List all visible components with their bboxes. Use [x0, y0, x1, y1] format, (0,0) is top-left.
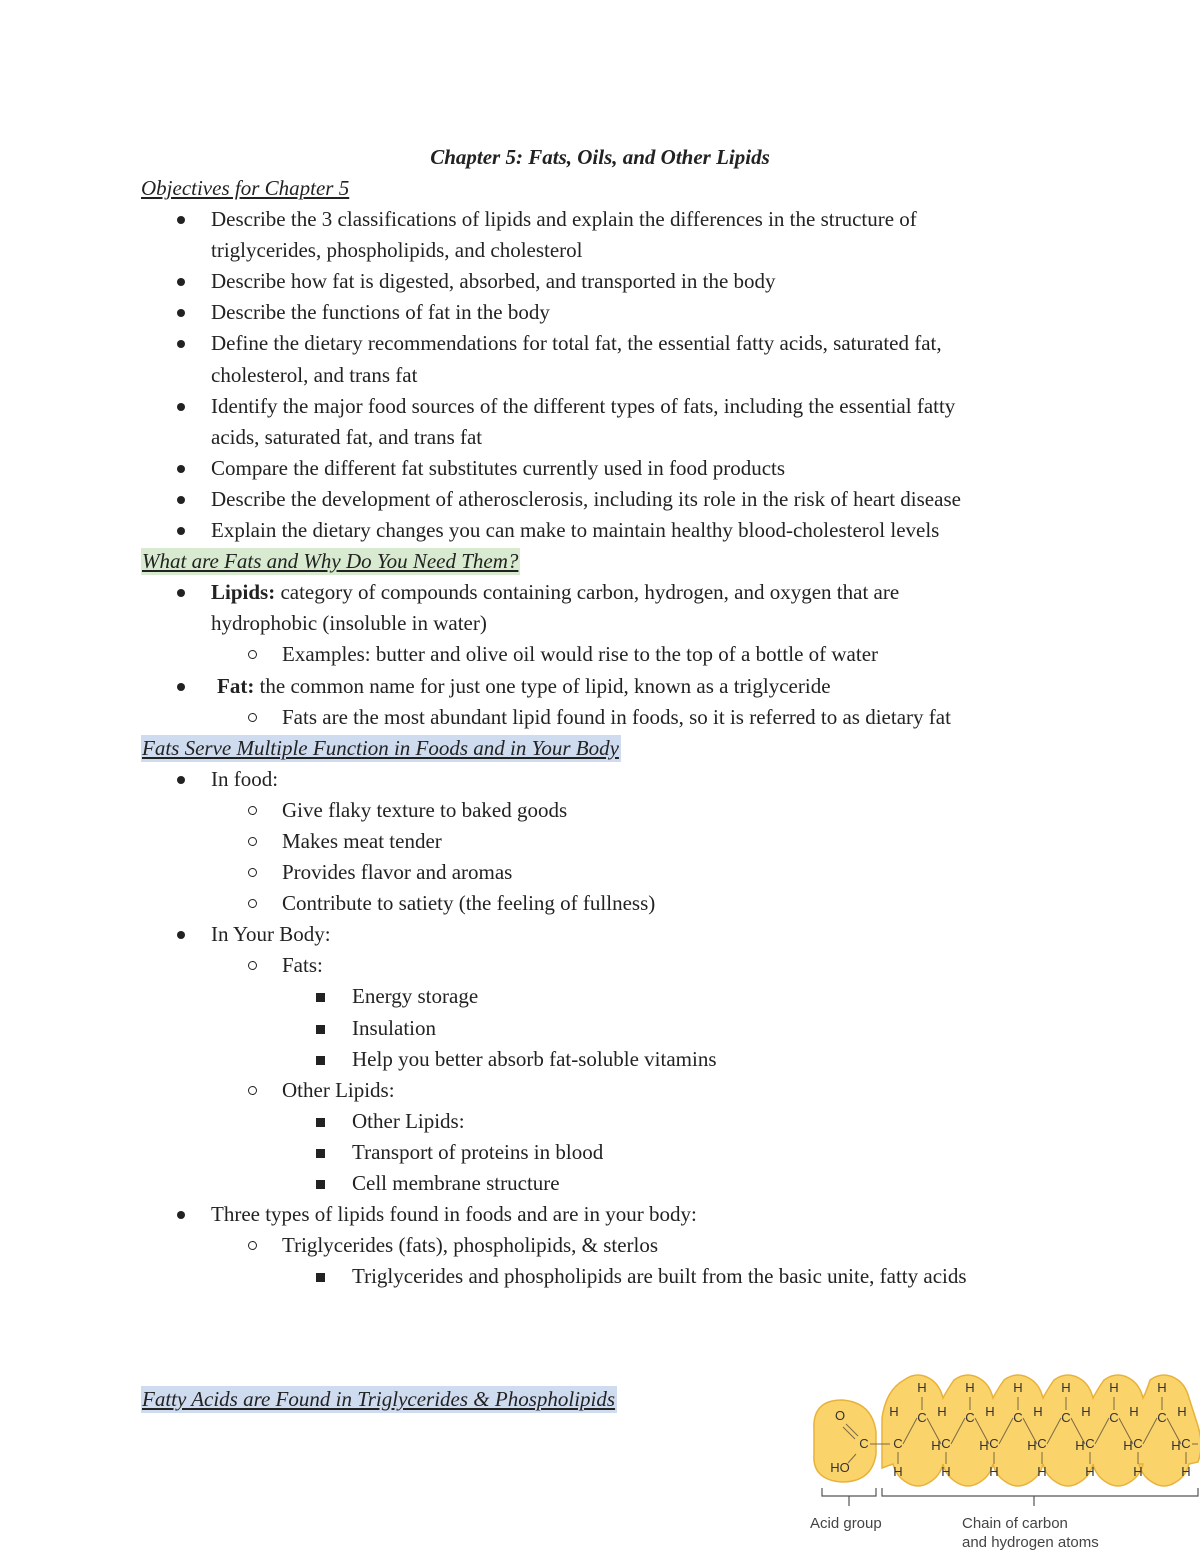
atom-hydrogen: H: [1085, 1464, 1095, 1479]
bullet-square-icon: [316, 1273, 325, 1282]
atom-hydrogen: H: [1123, 1438, 1133, 1453]
list-item: Identify the major food sources of the different types of fats, including the essential fatty: [141, 391, 1081, 422]
bullet-disc-icon: [177, 465, 185, 473]
bullet-square-icon: [316, 1149, 325, 1158]
list-item: Compare the different fat substitutes currently used in food products: [141, 453, 1081, 484]
bullet-disc-icon: [177, 340, 185, 348]
atom-carbon: C: [1157, 1410, 1167, 1425]
bullet-circle-icon: [248, 837, 257, 846]
list-item: Describe the development of atherosclerosis, including its role in the risk of heart disease: [141, 484, 1081, 515]
functions-heading: [141, 733, 1081, 764]
fatty-acids-heading: [141, 1384, 617, 1415]
atom-hydrogen: H: [889, 1404, 899, 1419]
bullet-disc-icon: [177, 931, 185, 939]
atom-hydroxyl: HO: [830, 1460, 850, 1475]
atom-hydrogen: H: [1027, 1438, 1037, 1453]
what-are-fats-heading-text: What are Fats and Why Do You Need Them?: [142, 549, 519, 574]
list-item: In Your Body:: [141, 919, 1081, 950]
bullet-circle-icon: [248, 868, 257, 877]
atom-hydrogen: H: [937, 1404, 947, 1419]
list-item: Makes meat tender: [141, 826, 1081, 857]
bullet-disc-icon: [177, 309, 185, 317]
atom-carbon: C: [941, 1436, 951, 1451]
bullet-disc-icon: [177, 403, 185, 411]
what-are-fats-heading: [141, 546, 1081, 577]
term-fat: Fat:: [217, 673, 255, 698]
bullet-circle-icon: [248, 713, 257, 722]
list-item-continuation: hydrophobic (insoluble in water): [211, 611, 487, 636]
atom-hydrogen: H: [1075, 1438, 1085, 1453]
list-item: Other Lipids:: [141, 1106, 1081, 1137]
objectives-heading-text: Objectives for Chapter 5: [141, 176, 350, 200]
list-item: Lipids: category of compounds containing carbon, hydrogen, and oxygen that are: [141, 577, 1081, 608]
atom-carbon: C: [859, 1436, 869, 1451]
atom-carbon: C: [1013, 1410, 1023, 1425]
atom-hydrogen: H: [917, 1380, 927, 1395]
bullet-circle-icon: [248, 961, 257, 970]
bullet-disc-icon: [177, 683, 185, 691]
atom-hydrogen: H: [1171, 1438, 1181, 1453]
list-item: Describe the functions of fat in the body: [141, 297, 1081, 328]
atom-carbon: C: [1061, 1410, 1071, 1425]
list-item: Other Lipids:: [141, 1075, 1081, 1106]
atom-hydrogen: H: [1033, 1404, 1043, 1419]
list-item: Define the dietary recommendations for total fat, the essential fatty acids, saturated fat,: [141, 328, 1081, 359]
list-item: Insulation: [141, 1013, 1081, 1044]
list-item: Provides flavor and aromas: [141, 857, 1081, 888]
chain-label-line-1: Chain of carbon: [962, 1515, 1068, 1532]
atom-hydrogen: H: [893, 1464, 903, 1479]
bullet-disc-icon: [177, 1211, 185, 1219]
list-item: Fats:: [141, 950, 1081, 981]
atom-hydrogen: H: [1037, 1464, 1047, 1479]
objectives-heading: [141, 173, 1081, 204]
list-item: Three types of lipids found in foods and are in your body:: [141, 1199, 1081, 1230]
list-item-continuation: triglycerides, phospholipids, and cholesterol: [211, 238, 583, 263]
atom-hydrogen: H: [979, 1438, 989, 1453]
functions-heading-text: Fats Serve Multiple Function in Foods and in Your Body: [142, 735, 619, 760]
list-item: Describe the 3 classifications of lipids and explain the differences in the structure of: [141, 204, 1081, 235]
bullet-circle-icon: [248, 1241, 257, 1250]
list-item: Transport of proteins in blood: [141, 1137, 1081, 1168]
acid-group-bracket: [822, 1488, 876, 1496]
bullet-square-icon: [316, 993, 325, 1002]
list-item: Give flaky texture to baked goods: [141, 795, 1081, 826]
list-item: Triglycerides and phospholipids are built from the basic unite, fatty acids: [141, 1261, 1081, 1292]
bullet-disc-icon: [177, 278, 185, 286]
figure-brackets: [822, 1488, 1198, 1506]
bullet-disc-icon: [177, 496, 185, 504]
bullet-circle-icon: [248, 1086, 257, 1095]
atom-hydrogen: H: [985, 1404, 995, 1419]
bullet-square-icon: [316, 1025, 325, 1034]
atom-hydrogen: H: [1109, 1380, 1119, 1395]
list-item: Examples: butter and olive oil would rise to the top of a bottle of water: [141, 639, 1081, 670]
atom-carbon: C: [1133, 1436, 1143, 1451]
atom-hydrogen: H: [965, 1380, 975, 1395]
atom-hydrogen: H: [989, 1464, 999, 1479]
acid-group-label: Acid group: [810, 1515, 882, 1532]
atom-hydrogen: H: [1157, 1380, 1167, 1395]
notes-body: [141, 173, 1081, 1292]
list-item: In food:: [141, 764, 1081, 795]
bullet-circle-icon: [248, 650, 257, 659]
bullet-disc-icon: [177, 216, 185, 224]
list-item: Cell membrane structure: [141, 1168, 1081, 1199]
atom-carbon: C: [1109, 1410, 1119, 1425]
chain-label-line-2: and hydrogen atoms: [962, 1534, 1099, 1551]
atom-hydrogen: H: [1181, 1464, 1191, 1479]
bullet-disc-icon: [177, 776, 185, 784]
atom-oxygen: O: [834, 1408, 846, 1423]
list-item: Describe how fat is digested, absorbed, and transported in the body: [141, 266, 1081, 297]
fatty-acids-heading-text: Fatty Acids are Found in Triglycerides & Phospholipids: [142, 1387, 616, 1411]
list-item: Energy storage: [141, 981, 1081, 1012]
bullet-square-icon: [316, 1180, 325, 1189]
atom-carbon: C: [1085, 1436, 1095, 1451]
bullet-disc-icon: [177, 527, 185, 535]
page-title: Chapter 5: Fats, Oils, and Other Lipids: [430, 145, 770, 169]
atom-hydrogen: H: [1061, 1380, 1071, 1395]
list-item: Fats are the most abundant lipid found in foods, so it is referred to as dietary fat: [141, 702, 1081, 733]
atom-hydrogen: H: [1129, 1404, 1139, 1419]
list-item: Triglycerides (fats), phospholipids, & sterlos: [141, 1230, 1081, 1261]
bullet-circle-icon: [248, 899, 257, 908]
atom-hydrogen: H: [1177, 1404, 1187, 1419]
atom-hydrogen: H: [1081, 1404, 1091, 1419]
atom-carbon: C: [1181, 1436, 1191, 1451]
list-item: Explain the dietary changes you can make to maintain healthy blood-cholesterol levels: [141, 515, 1081, 546]
list-item: Fat: the common name for just one type of lipid, known as a triglyceride: [141, 671, 1081, 702]
chain-bracket: [882, 1488, 1198, 1496]
bullet-disc-icon: [177, 589, 185, 597]
list-item-continuation: cholesterol, and trans fat: [211, 362, 418, 387]
list-item-continuation: acids, saturated fat, and trans fat: [211, 424, 483, 449]
atom-hydrogen: H: [941, 1464, 951, 1479]
atom-carbon: C: [1037, 1436, 1047, 1451]
atom-hydrogen: H: [931, 1438, 941, 1453]
atom-carbon: C: [965, 1410, 975, 1425]
bullet-square-icon: [316, 1118, 325, 1127]
bullet-circle-icon: [248, 806, 257, 815]
list-item: Help you better absorb fat-soluble vitamins: [141, 1044, 1081, 1075]
atom-carbon: C: [893, 1436, 903, 1451]
atom-carbon: C: [989, 1436, 999, 1451]
atom-carbon: C: [917, 1410, 927, 1425]
atom-hydrogen: H: [1013, 1380, 1023, 1395]
bullet-square-icon: [316, 1056, 325, 1065]
atom-hydrogen: H: [1133, 1464, 1143, 1479]
list-item: Contribute to satiety (the feeling of fullness): [141, 888, 1081, 919]
fatty-acid-structure-diagram: [806, 1370, 1200, 1553]
term-lipids: Lipids:: [211, 580, 276, 605]
